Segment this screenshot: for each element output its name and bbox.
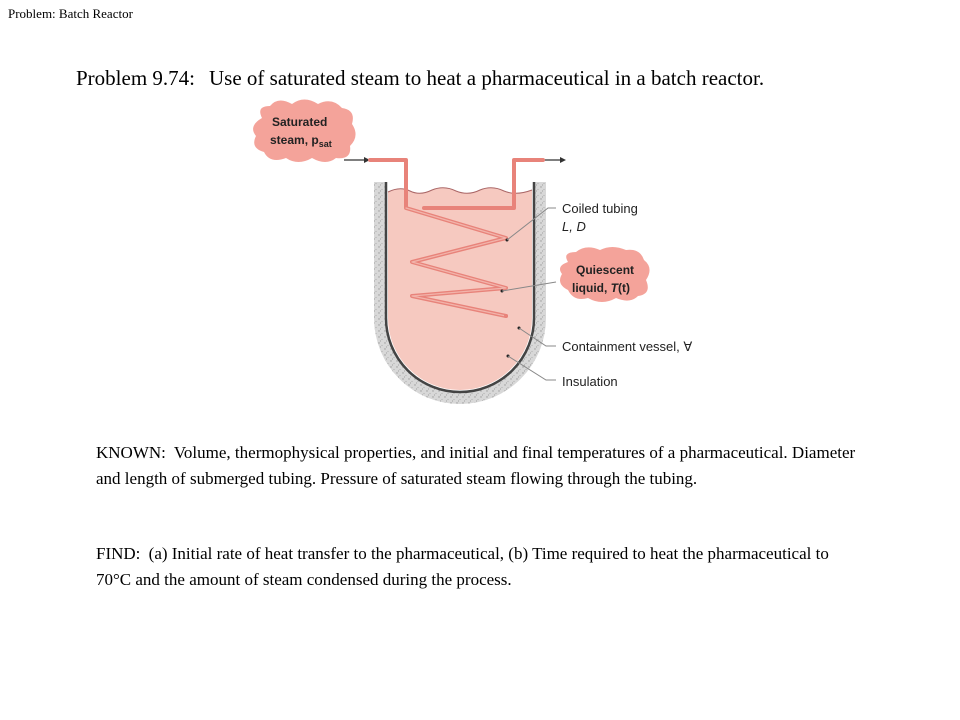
steam-cloud-shape: [253, 100, 355, 163]
quiescent-liquid: [388, 188, 532, 390]
header-label: Problem: Batch Reactor: [8, 6, 133, 21]
outlet-arrow: [543, 157, 566, 163]
label-quiescent-line2: liquid, T(t): [572, 281, 631, 295]
steam-label-line1: Saturated: [272, 115, 328, 129]
steam-label-line2: steam, $p_{sat}$: [270, 133, 332, 149]
label-containment-vessel: Containment vessel, ∀: [562, 339, 693, 354]
find-keyword: FIND:: [96, 544, 141, 563]
label-coiled-tubing: Coiled tubing: [562, 201, 638, 216]
label-insulation: Insulation: [562, 374, 618, 389]
quiescent-cloud: [560, 247, 650, 302]
steam-cloud: [253, 100, 355, 163]
find-text: (a) Initial rate of heat transfer to the pharmaceutical, (b) Time required to heat the pharmaceutical to 70°C and the amount of steam condensed during the process.: [96, 544, 829, 589]
known-keyword: KNOWN:: [96, 443, 166, 462]
problem-description: Use of saturated steam to heat a pharmaceutical in a batch reactor.: [209, 66, 765, 90]
problem-number: Problem 9.74:: [76, 66, 195, 90]
label-tubing-dims: L, D: [562, 219, 586, 234]
find-section: [96, 541, 856, 593]
known-section: [96, 440, 856, 492]
inlet-arrow: [344, 157, 370, 163]
known-text: Volume, thermophysical properties, and initial and final temperatures of a pharmaceutical. Diameter and length of submerged tubing. Pressure of saturated steam flowing through the tubing.: [96, 443, 856, 488]
label-quiescent-line1: Quiescent: [576, 263, 635, 277]
